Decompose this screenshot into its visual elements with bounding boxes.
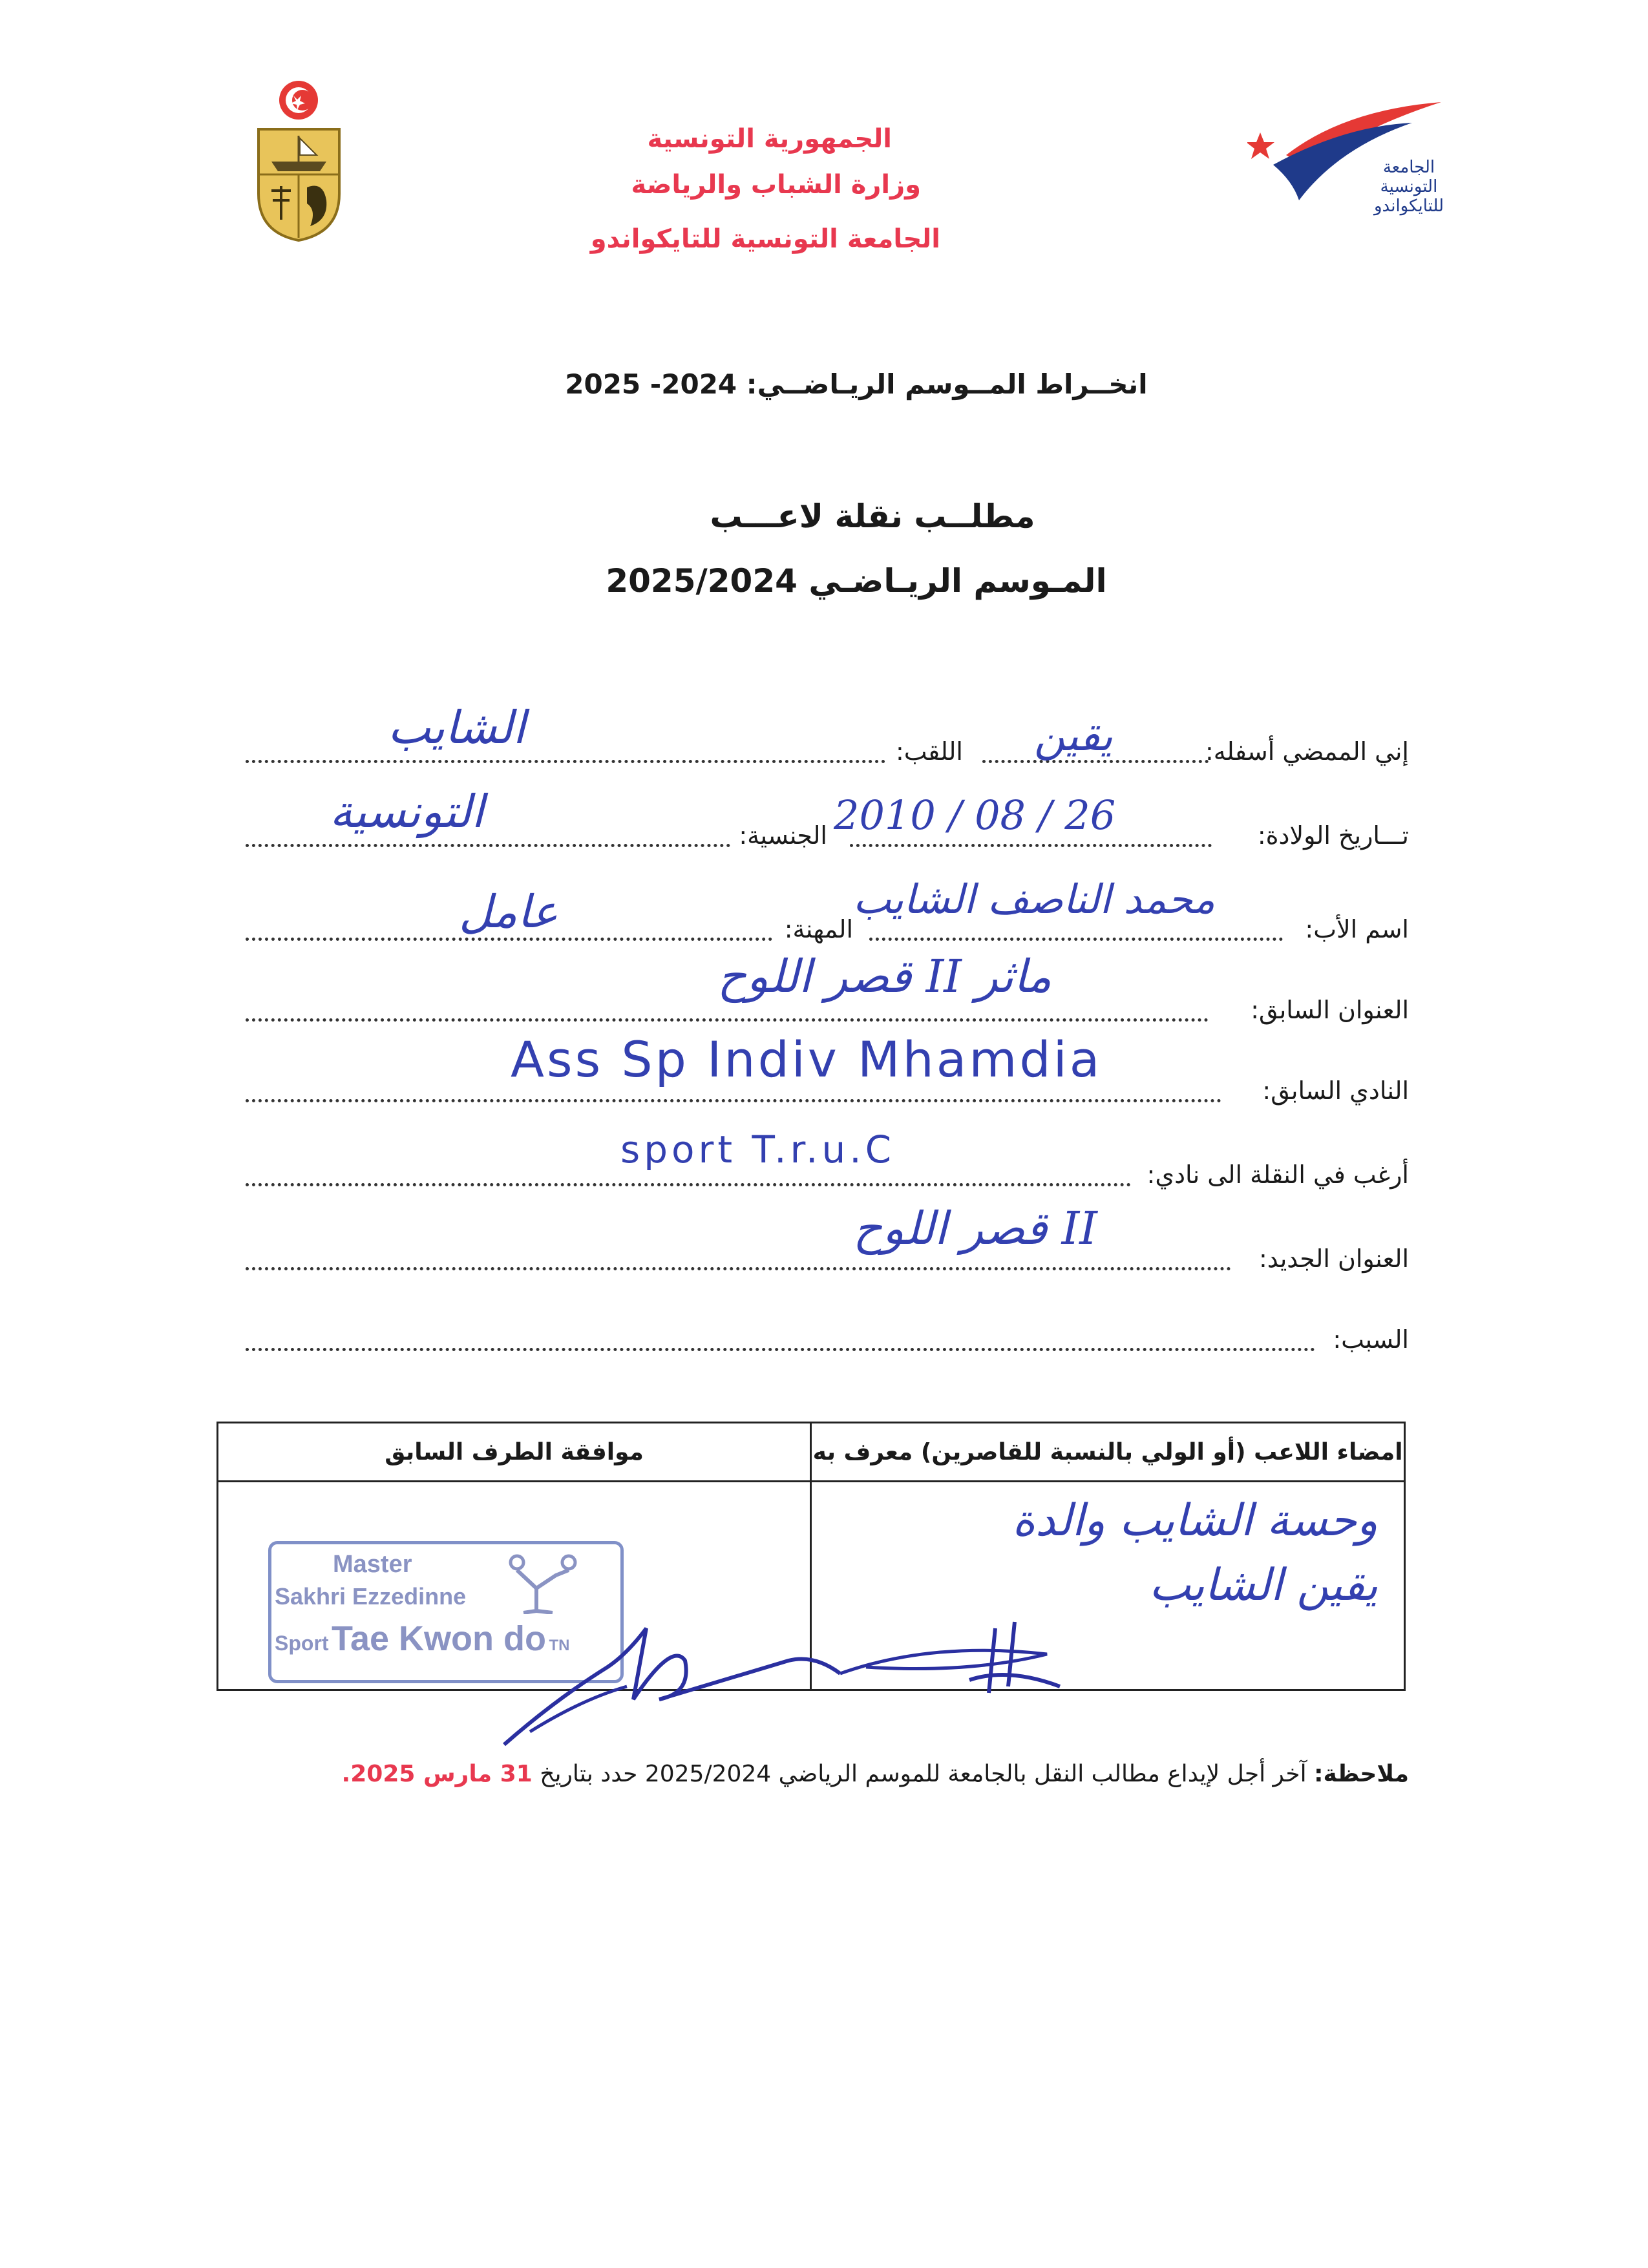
note-date: 31 مارس 2025.: [341, 1761, 533, 1787]
header-ministry: وزارة الشباب والرياضة: [631, 170, 921, 200]
field-row-father: [246, 898, 1409, 950]
birth-dotted-line: [850, 844, 1212, 847]
job-label: المهنة:: [784, 915, 853, 943]
table-header-player-signature: امضاء اللاعب (أو الولي بالنسبة للقاصرين) معرف به: [811, 1423, 1405, 1482]
surname-label: اللقب:: [895, 737, 963, 766]
header-federation: الجامعة التونسية للتايكواندو: [590, 224, 940, 254]
header-republic: الجمهورية التونسية: [647, 124, 892, 154]
new-club-label: أرغب في النقلة الى نادي:: [1146, 1160, 1409, 1189]
prev-club-dotted-line: [246, 1099, 1221, 1102]
new-address-label: العنوان الجديد:: [1258, 1244, 1409, 1273]
note-text: آخر أجل لإيداع مطالب النقل بالجامعة للموسم الرياضي 2025/2024 حدد بتاريخ: [540, 1761, 1307, 1787]
surname-handwritten-value: الشايب: [388, 701, 525, 754]
prev-club-handwritten-value: Ass Sp Indiv Mhamdia: [511, 1031, 1103, 1088]
logo-text-line-1: الجامعة: [1382, 158, 1435, 177]
stamp-line-name: Sakhri Ezzedinne: [275, 1583, 467, 1610]
note-label: ملاحظة:: [1314, 1761, 1409, 1787]
new-address-handwritten-value: قصر اللوح II: [853, 1202, 1097, 1255]
form-title: مطلــب نقلة لاعـــب: [710, 498, 1035, 535]
note-line: [342, 1761, 1409, 1787]
birth-label: تـــاريخ الولادة:: [1257, 821, 1409, 850]
prev-address-dotted-line: [246, 1018, 1209, 1022]
prev-club-label: النادي السابق:: [1262, 1076, 1409, 1105]
birth-handwritten-value: 2010 / 08 / 26: [834, 792, 1116, 839]
stamp-taekwondo-text: Tae Kwon do: [332, 1619, 546, 1658]
handwritten-signatures: [478, 1602, 1125, 1764]
season-line: انخــراط المــوسم الريـاضــي: 2024- 2025: [565, 368, 1148, 400]
signature-text-line-2: يقين الشايب: [1149, 1560, 1378, 1611]
signer-handwritten-value: يقين: [1034, 711, 1113, 761]
prev-address-label: العنوان السابق:: [1251, 996, 1409, 1024]
job-handwritten-value: عامل: [459, 885, 558, 938]
field-row-reason: [246, 1308, 1409, 1360]
form-subtitle: المـوسم الريـاضـي 2025/2024: [606, 562, 1107, 600]
father-dotted-line: [869, 938, 1283, 941]
table-header-previous-party: موافقة الطرف السابق: [218, 1423, 811, 1482]
father-handwritten-value: محمد الناصف الشايب: [853, 876, 1216, 923]
logo-text-line-3: للتايكواندو: [1374, 196, 1444, 216]
stamp-sport-text: Sport: [275, 1632, 329, 1655]
federation-logo-text: [1344, 158, 1474, 216]
logo-text-line-2: التونسية: [1380, 176, 1438, 196]
signature-text-line-1: وحسة الشايب والدة: [1012, 1495, 1378, 1546]
field-row-new-address: [246, 1228, 1409, 1279]
new-club-dotted-line: [246, 1183, 1131, 1186]
reason-label: السبب:: [1333, 1325, 1409, 1354]
signer-label: إني الممضي أسفله:: [1205, 737, 1409, 766]
coat-of-arms-emblem: [246, 71, 352, 242]
nationality-label: الجنسية:: [739, 821, 827, 850]
father-label: اسم الأب:: [1305, 915, 1409, 943]
nationality-dotted-line: [246, 844, 730, 847]
stamp-line-master: Master: [333, 1551, 412, 1578]
nationality-handwritten-value: التونسية: [330, 785, 484, 838]
stamp-tn-text: TN: [549, 1637, 570, 1654]
new-address-dotted-line: [246, 1267, 1231, 1270]
surname-dotted-line: [246, 760, 885, 763]
new-club-handwritten-value: sport T.r.u.C: [620, 1128, 896, 1171]
prev-address-handwritten-value: قصر اللوح II ماثر: [717, 950, 1052, 1003]
reason-dotted-line: [246, 1348, 1315, 1351]
